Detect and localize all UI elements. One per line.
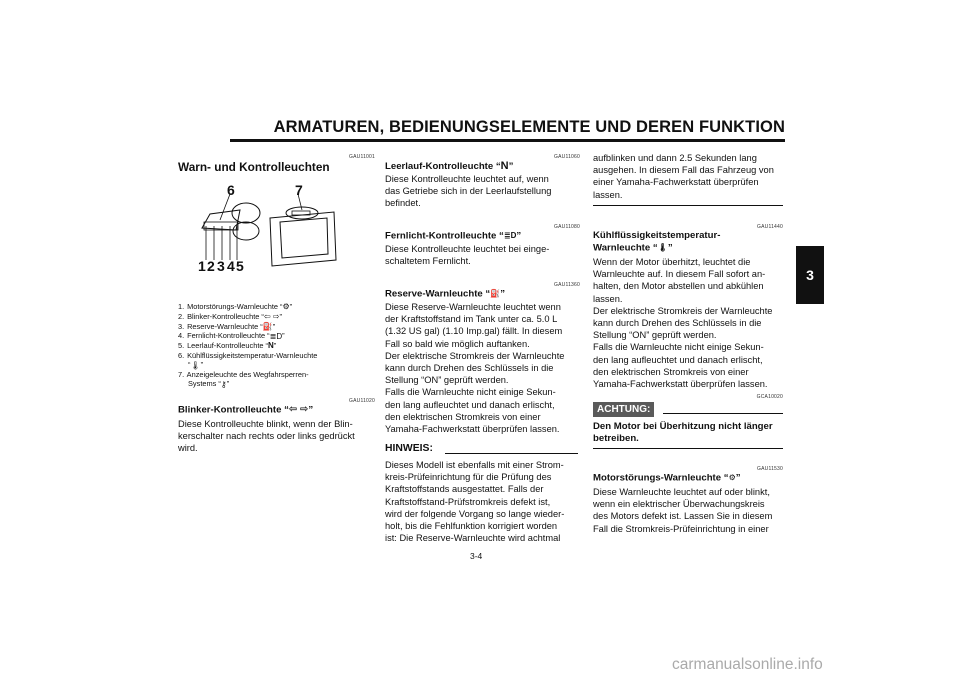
section-title-fernlicht: Fernlicht-Kontrolleuchte “≣D” [385,230,522,242]
instrument-panel-figure [190,178,340,278]
achtung-rule [663,413,783,414]
reserve-body: Diese Reserve-Warnleuchte leuchtet wenn der Kraftstoffstand im Tank unter ca. 5.0 L (1.32 US gal) (1.10 Imp.gal) fällt. In diesem Fall so bald wie möglich auftanken. Der elektrische Stromkreis der Warnleuchte kann durch Drehen des Schlüssels in die Stellung “ON” geprüft werden. Falls die Warnleuchte nicht einige Sekun- den lang aufleuchtet und danach erlischt, den elektrischen Stromkreis von einer Yamaha-Fachwerkstatt überprüfen lassen. [385,302,565,435]
hinweis-rule [445,453,578,454]
hinweis-label: HINWEIS: [385,443,433,454]
section-code: GCA10020 [756,394,783,400]
section-rule [593,205,783,206]
page-header-title: ARMATUREN, BEDIENUNGSELEMENTE UND DEREN FUNKTION [273,118,785,136]
turn-signal-icon: ⇦ ⇨ [288,404,309,415]
section-title-warn: Warn- und Kontrolleuchten [178,160,330,174]
fuel-pump-icon: ⛽ [490,289,501,298]
section-title-leerlauf: Leerlauf-Kontrolleuchte “N” [385,160,514,172]
blinker-body: Diese Kontrolleuchte blinkt, wenn der Blin- kerschalter nach rechts oder links gedrückt wird. [178,419,355,454]
section-title-blinker: Blinker-Kontrolleuchte “⇦ ⇨” [178,404,314,416]
figure-label-1: 1 [198,258,206,274]
section-code: GAU11060 [554,154,580,160]
section-code: GAU11440 [757,224,783,230]
figure-label-2: 2 [207,258,215,274]
section-code: GAU11080 [554,224,580,230]
caption-item-cont: “🌡” [188,360,204,370]
caption-item: 2. Blinker-Kontrolleuchte “⇦ ⇨” [178,311,282,322]
kuehl-body: Wenn der Motor überhitzt, leuchtet die Warnleuchte auf. In diesem Fall sofort an- halten, den Motor abstellen und abkühlen lassen. Der elektrische Stromkreis der Warnleuchte kann durch Drehen des Schlüssels in die Stellung “ON” geprüft werden. Falls die Warnleuchte nicht einige Sekun- den lang aufleuchtet und danach erlischt, den elektrischen Stromkreis von einer Yamaha-Fachwerkstatt überprüfen lassen. [593,257,773,390]
caption-item: 1. Motorstörungs-Warnleuchte “⚙” [178,302,293,312]
page-number: 3-4 [470,551,483,561]
caption-item: 5. Leerlauf-Kontrolleuchte “N” [178,341,277,351]
motor-body: Diese Warnleuchte leuchtet auf oder blinkt, wenn ein elektrischer Überwachungskreis des Motors defekt ist. Lassen Sie in diesem Fall die Stromkreis-Prüfeinrichtung in einer [593,487,773,534]
watermark: carmanualsonline.info [672,656,823,673]
neutral-icon: N [500,160,509,172]
section-title-reserve: Reserve-Warnleuchte “⛽” [385,288,505,300]
figure-label-4: 4 [227,258,235,274]
caption-item: 6. Kühlflüssigkeitstemperatur-Warnleuchte [178,350,318,360]
neutral-icon: N [268,341,274,351]
section-code: GAU11360 [554,282,580,288]
section-code: GAU11001 [349,154,375,160]
caption-item: 3. Reserve-Warnleuchte “⛽” [178,321,276,331]
fuel-pump-icon: ⛽ [262,321,273,331]
figure-label-5: 5 [236,258,244,274]
caption-item-cont: Systems “⚷” [188,379,230,389]
figure-label-6: 6 [227,182,235,198]
figure-label-3: 3 [217,258,225,274]
leerlauf-body: Diese Kontrolleuchte leuchtet auf, wenn das Getriebe sich in der Leerlaufstellung befindet. [385,174,552,209]
hinweis-body: Dieses Modell ist ebenfalls mit einer Strom- kreis-Prüfeinrichtung für die Prüfung des Kraftstoffstands ausgestattet. Falls der Kraftstoffstand-Prüfstromkreis defekt ist, wird der folgende Vorgang so lange wieder- holt, bis die Fehlfunktion korrigiert worden ist: Die Reserve-Warnleuchte wird achtmal [385,460,565,544]
section-title-motor: Motorstörungs-Warnleuchte “⚙” [593,472,741,484]
achtung-label: ACHTUNG: [593,402,654,417]
intro-body: aufblinken und dann 2.5 Sekunden lang ausgehen. In diesem Fall das Fahrzeug von einer Yamaha-Fachwerkstatt überprüfen lassen. [593,153,774,200]
header-rule [230,139,785,142]
high-beam-icon: ≣D [269,331,283,341]
engine-icon: ⚙ [282,302,290,312]
high-beam-icon: ≣D [503,231,517,240]
coolant-temperature-icon: 🌡 [190,360,201,370]
section-title-kuehl: Kühlflüssigkeitstemperatur- Warnleuchte “🌡” [593,230,721,254]
fernlicht-body: Diese Kontrolleuchte leuchtet bei einge- schaltetem Fernlicht. [385,244,550,267]
figure-captions [178,302,378,389]
section-code: GAU11020 [349,398,375,404]
section-code: GAU11530 [757,466,783,472]
engine-icon: ⚙ [728,473,736,482]
caption-item: 4. Fernlicht-Kontrolleuchte “≣D” [178,331,285,341]
achtung-body: Den Motor bei Überhitzung nicht länger betreiben. [593,421,773,444]
figure-label-7: 7 [295,182,303,198]
turn-signal-icon: ⇦ ⇨ [263,312,280,322]
key-icon: ⚷ [220,379,227,389]
coolant-temperature-icon: 🌡 [657,243,668,252]
achtung-end-rule [593,448,783,449]
chapter-tab: 3 [796,246,824,304]
caption-item: 7. Anzeigeleuchte des Wegfahrsperren- [178,369,309,379]
